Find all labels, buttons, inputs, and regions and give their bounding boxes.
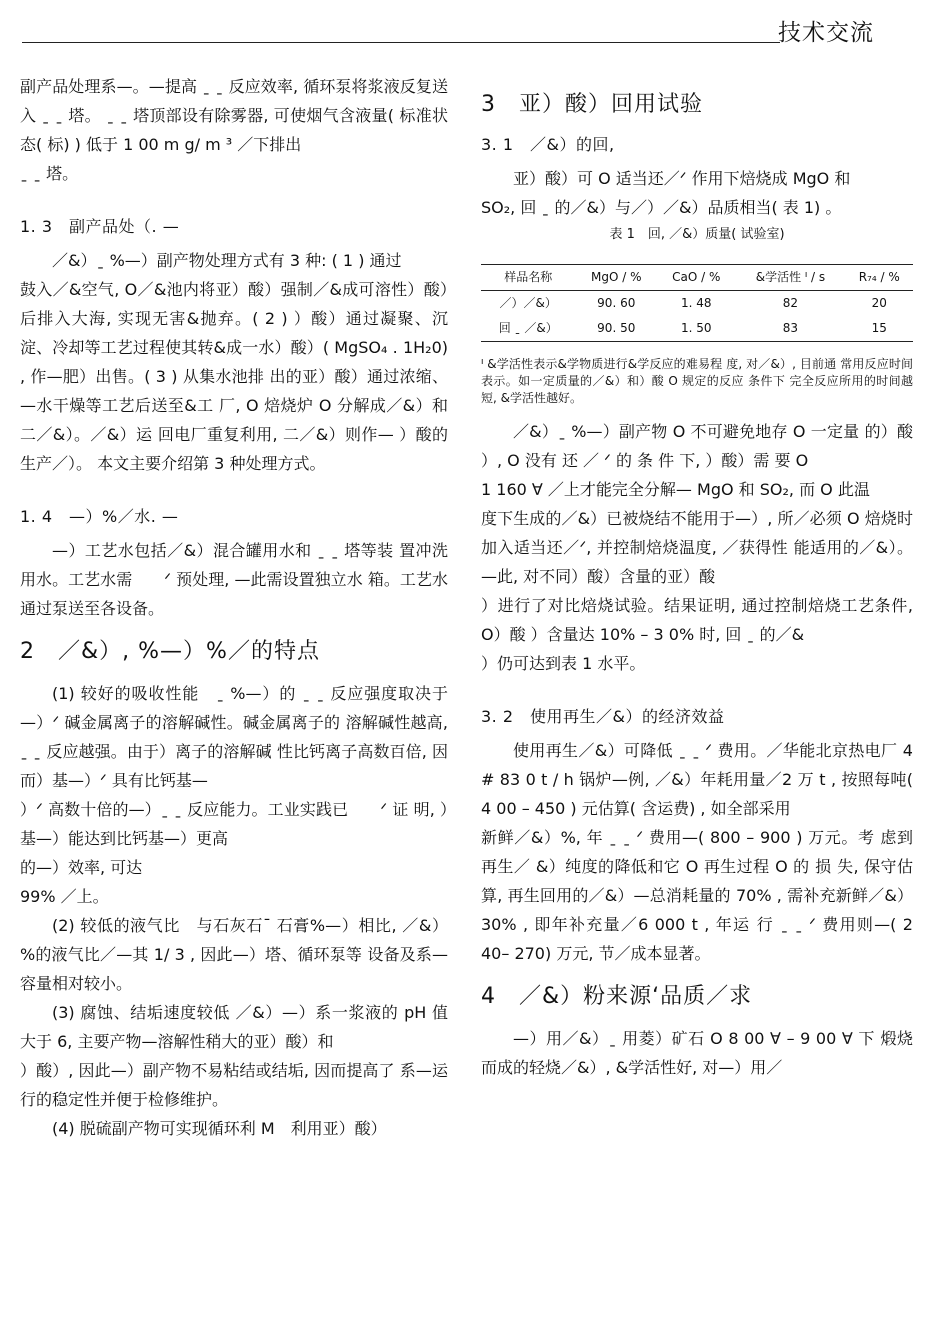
paragraph: (1) 较好的吸收性能 ˍ %—）的 ˍ ˍ 反应强度取决于—）ᐟ 碱金属离子的溶解碱性。碱金属离子的 溶解碱性越高, ˍ ˍ 反应越强。由于）离子的溶解碱 性比钙离子高数百倍, 因而）基—）ᐟ 具有比钙基— (20, 684, 448, 790)
paragraph: ）ᐟ 高数十倍的—）ˍ ˍ 反应能力。工业实践已 ᐟ 证 明, ）基—）能达到比钙基—）更高 (20, 800, 448, 848)
paragraph: ˍ ˍ 塔。 (20, 164, 79, 183)
table-footnote: ᑊ &学活性表示&学物质进行&学反应的难易程 度, 对／&）, 目前通 常用反应时间表示。如一定质量的／&）和）酸 O 规定的反应 条件下 完全反应所用的时间越短, &学活性越好。 (481, 357, 913, 405)
paragraph: SO₂, 回 ˍ 的／&）与／）／&）品质相当( 表 1) 。 (481, 198, 842, 217)
table-cell: 82 (782, 296, 799, 310)
table-header-cell: CaO / % (672, 270, 721, 284)
section-heading-1-4: 1. 4 —）%／水. — (20, 507, 179, 526)
section-heading-3: 3 亚）酸）回用试验 (481, 92, 703, 117)
table-header-cell: MgO / % (591, 270, 642, 284)
table-header-cell: &学活性 ᑊ / s (755, 270, 826, 284)
paragraph: 亚）酸）可 O 适当还／ᐟ 作用下焙烧成 MgO 和 (513, 169, 851, 188)
quality-table (481, 264, 913, 342)
table-row (481, 291, 913, 317)
section-heading-4: 4 ／&）粉来源‘品质／求 (481, 984, 753, 1009)
paragraph: (4) 脱硫副产物可实现循环利 M 利用亚）酸） (52, 1119, 387, 1138)
right-column (481, 90, 913, 1082)
table-cell: 1. 50 (681, 321, 712, 335)
left-column (20, 72, 448, 1143)
paragraph: 副产品处理系—。—提高 ˍ ˍ 反应效率, 循环泵将浆液反复送入 ˍ ˍ 塔。 ˍ ˍ 塔顶部设有除雾器, 可使烟气含液量( 标准状态( 标) ) 低于 1 00 m g/ m ³ ／下排出 (20, 77, 448, 154)
table-cell: ／）／&） (499, 296, 557, 310)
table-cell: 1. 48 (681, 296, 712, 310)
table-row (481, 316, 913, 342)
table-header-cell: R₇₄ / % (858, 270, 900, 284)
section-heading-3-2: 3. 2 使用再生／&）的经济效益 (481, 707, 725, 726)
table-cell: 90. 60 (597, 296, 636, 310)
paragraph: ／&）ˍ %—）副产物 O 不可避免地存 O 一定量 的）酸 ）, O 没有 还 ／ ᐟ 的 条 件 下, ）酸）需 要 O (481, 422, 913, 470)
paragraph: 99% ／上。 (20, 887, 109, 906)
table-cell: 83 (782, 321, 799, 335)
table-cell: 20 (871, 296, 887, 310)
page-header-title: 技术交流 (778, 20, 874, 46)
table-caption: 表 1 回, ／&）质量( 试验室) (609, 227, 785, 242)
table-header-row (481, 265, 913, 291)
table-header-cell: 样品名称 (504, 270, 553, 284)
section-heading-3-1: 3. 1 ／&）的回, (481, 135, 615, 154)
section-heading-1-3: 1. 3 副产品处（. — (20, 217, 180, 236)
paragraph: (2) 较低的液气比 与石灰石¯ 石膏%—）相比, ／&）%的液气比／—其 1/ 3 , 因此—）塔、循环泵等 设备及系—容量相对较小。 (20, 916, 448, 993)
paragraph: 新鲜／&）%, 年 ˍ ˍ ᐟ 费用—( 800 – 900 ) 万元。考 虑到再生／ &）纯度的降低和它 O 再生过程 O 的 损 失, 保守估算, 再生回用的／&）—总消耗量的 70% , 需补充新鲜／&） 30% , 即年补充量／6 000 t , 年运 行 ˍ ˍ ᐟ 费用则—( 2 40– 270) 万元, 节／成本显著。 (481, 828, 913, 963)
paragraph: ）酸）, 因此—）副产物不易粘结或结垢, 因而提高了 系—运行的稳定性并便于检修维护。 (20, 1061, 448, 1109)
paragraph: ）进行了对比焙烧试验。结果证明, 通过控制焙烧工艺条件, O）酸 ）含量达 10% – 3 0% 时, 回 ˍ 的／& (481, 596, 913, 644)
paragraph: 的—）效率, 可达 (20, 858, 143, 877)
paragraph: —）工艺水包括／&）混合罐用水和 ˍ ˍ 塔等装 置冲洗用水。工艺水需 ᐟ 预处理, —此需设置独立水 箱。工艺水通过泵送至各设备。 (20, 541, 448, 618)
header-rule (22, 42, 780, 43)
paragraph: 使用再生／&）可降低 ˍ ˍ ᐟ 费用。／华能北京热电厂 4 # 83 0 t / h 锅炉—例, ／&）年耗用量／2 万 t , 按照每吨( 4 00 – 450 ) 元估算( 含运费) , 如全部采用 (481, 741, 913, 818)
paragraph: 度下生成的／&）已被烧结不能用于—）, 所／必须 O 焙烧时加入适当还／ᐟ, 并控制焙烧温度, ／获得性 能适用的／&）。—此, 对不同）酸）含量的亚）酸 (481, 509, 913, 586)
paragraph: ）仍可达到表 1 水平。 (481, 654, 646, 673)
paragraph: —）用／&）ˍ 用菱）矿石 O 8 00 ∀ – 9 00 ∀ 下 煅烧而成的轻烧／&）, &学活性好, 对—）用／ (481, 1029, 913, 1077)
table-cell: 15 (871, 321, 887, 335)
paragraph: (3) 腐蚀、结垢速度较低 ／&）—）系一浆液的 pH 值大于 6, 主要产物—溶解性稍大的亚）酸）和 (20, 1003, 448, 1051)
table-cell: 回 ˍ ／&） (498, 321, 558, 335)
paragraph: 1 160 ∀ ／上才能完全分解— MgO 和 SO₂, 而 O 此温 (481, 480, 870, 499)
paragraph: 鼓入／&空气, O／&池内将亚）酸）强制／&成可溶性）酸）后排入大海, 实现无害&抛弃。( 2 ) ）酸）通过凝聚、沉淀、冷却等工艺过程使其转&成一水）酸）( MgSO₄ . 1H₂0) , 作—肥）出售。( 3 ) 从集水池排 出的亚）酸）通过浓缩、—水干燥等工艺后送至&工 厂, O 焙烧炉 O 分解成／&）和二／&）。／&）运 回电厂重复利用, 二／&）则作— ）酸的生产／）。 本文主要介绍第 3 种处理方式。 (20, 280, 448, 473)
section-heading-2: 2 ／&）, %—）%／的特点 (20, 639, 320, 664)
paragraph: ／&）ˍ %—）副产物处理方式有 3 种: ( 1 ) 通过 (52, 251, 402, 270)
table-cell: 90. 50 (597, 321, 636, 335)
